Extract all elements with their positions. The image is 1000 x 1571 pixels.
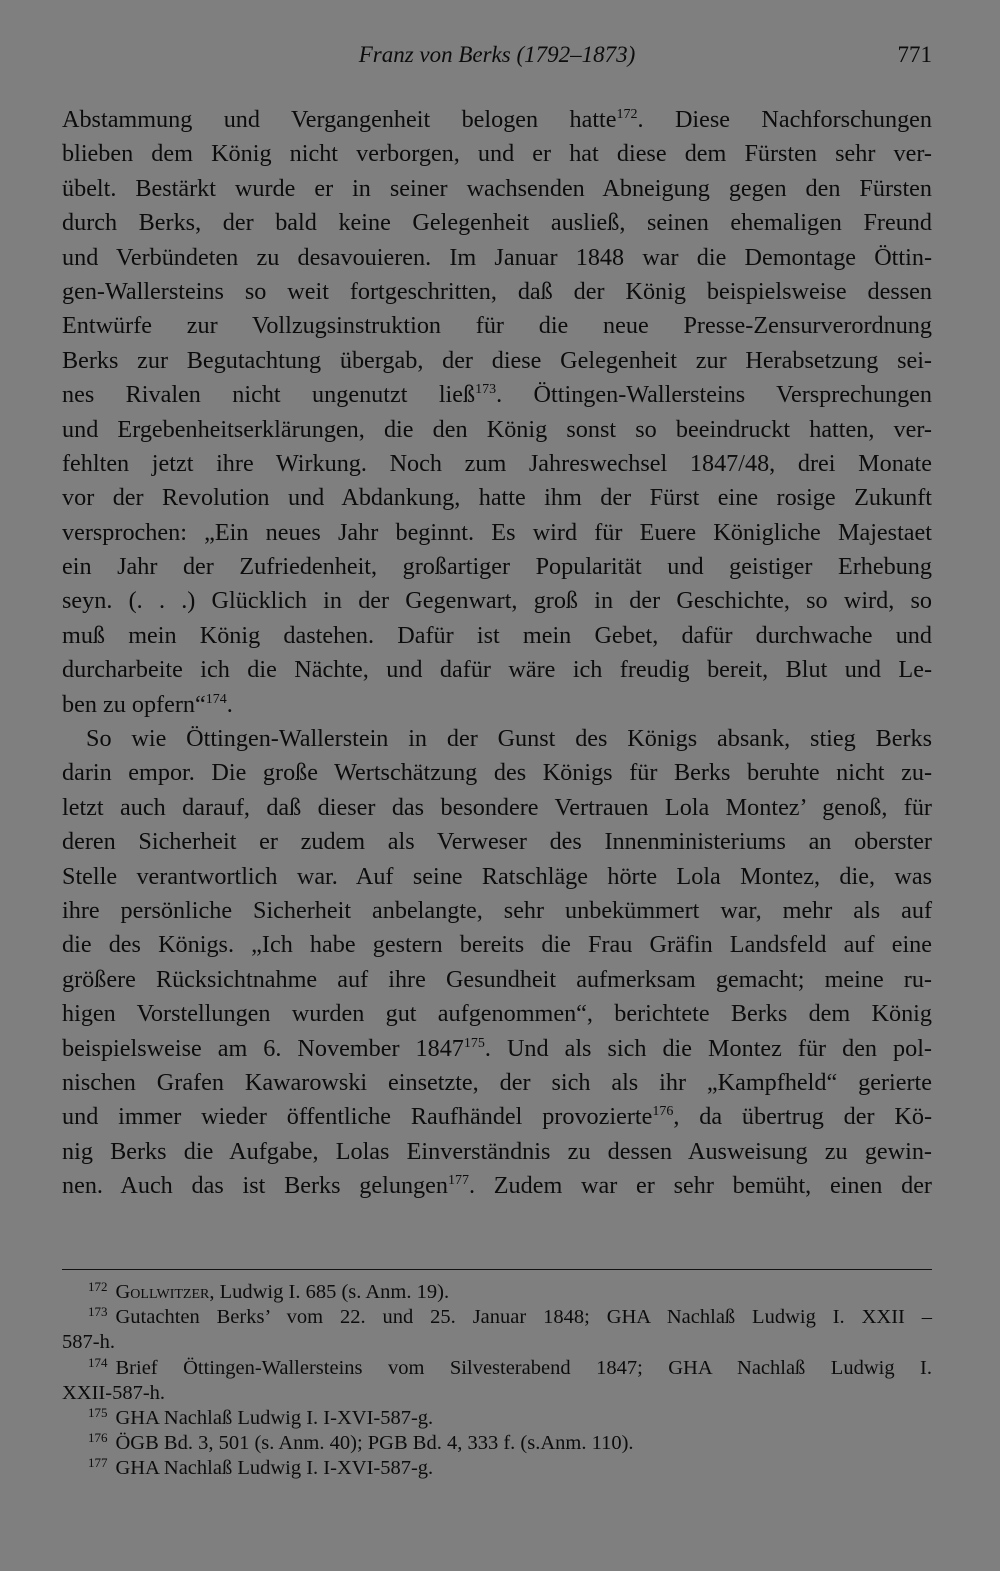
line-text: . Zudem war er sehr bemüht, einen der — [468, 1172, 932, 1200]
footnotes — [62, 1280, 932, 1482]
body-line — [62, 963, 932, 997]
footnote-line — [62, 1456, 932, 1481]
line-text: durcharbeite ich die Nächte, und dafür wäre ich freudig bereit, Blut und Le- — [62, 656, 932, 684]
line-text: ben zu opfern“ — [62, 690, 206, 718]
body-line — [62, 688, 932, 722]
footnote-line — [62, 1406, 932, 1431]
line-text: Entwürfe zur Vollzugsinstruktion für die neue Presse-Zensurverordnung — [62, 312, 932, 340]
line-text: nes Rivalen nicht ungenutzt ließ — [62, 381, 476, 409]
line-text: die des Königs. „Ich habe gestern bereits die Frau Gräfin Landsfeld auf eine — [62, 931, 932, 959]
line-text: nischen Grafen Kawarowski einsetzte, der sich als ihr „Kampfheld“ gerierte — [62, 1068, 932, 1096]
line-text: . Und als sich die Montez für den pol- — [484, 1034, 932, 1062]
line-text: . Diese Nachforschungen — [637, 106, 932, 133]
footnote-number: 176 — [88, 1430, 108, 1446]
line-text: und Verbündeten zu desavouieren. Im Januar 1848 war die Demontage Öttin- — [62, 243, 932, 271]
line-text: darin empor. Die große Wertschätzung des Königs für Berks beruhte nicht zu- — [62, 759, 932, 787]
line-text: blieben dem König nicht verborgen, und er hat diese dem Fürsten sehr ver- — [62, 140, 932, 168]
line-text: seyn. (. . .) Glücklich in der Gegenwart, groß in der Geschichte, so wird, so — [62, 587, 932, 615]
line-text: beispielsweise am 6. November 1847 — [62, 1034, 464, 1062]
footnote-number: 174 — [88, 1354, 108, 1370]
body-line — [62, 1066, 932, 1100]
footnote-ref: 177 — [447, 1173, 469, 1189]
line-text: deren Sicherheit er zudem als Verweser des Innenministeriums an oberster — [62, 828, 932, 856]
line-text: Stelle verantwortlich war. Auf seine Ratschläge hörte Lola Montez, die, was — [62, 862, 932, 890]
body-line — [62, 137, 932, 171]
footnote-text: Gutachten Berks’ vom 22. und 25. Januar 1848; GHA Nachlaß Ludwig I. XXII – — [115, 1306, 932, 1329]
page-number: 771 — [897, 42, 932, 67]
body-line — [62, 344, 932, 378]
line-text: vor der Revolution und Abdankung, hatte ihm der Fürst eine rosige Zukunft — [62, 484, 932, 512]
footnote-ref: 175 — [463, 1035, 485, 1051]
body-line — [62, 860, 932, 894]
line-text: nen. Auch das ist Berks gelungen — [62, 1172, 448, 1200]
body-line — [62, 103, 932, 137]
footnote-text: GHA Nachlaß Ludwig I. I-XVI-587-g. — [115, 1406, 434, 1429]
body-line — [62, 825, 932, 859]
footnote-ref: 174 — [205, 691, 227, 707]
footnote-text: ÖGB Bd. 3, 501 (s. Anm. 40); PGB Bd. 4, 333 f. (s.Anm. 110). — [115, 1432, 634, 1455]
body-line — [62, 378, 932, 412]
line-text: nig Berks die Aufgabe, Lolas Einverständnis zu dessen Ausweisung zu gewin- — [62, 1137, 932, 1165]
footnote-text: 587-h. — [62, 1331, 115, 1354]
body-line — [62, 584, 932, 618]
body-line — [62, 619, 932, 653]
line-text: fehlten jetzt ihre Wirkung. Noch zum Jahreswechsel 1847/48, drei Monate — [62, 449, 932, 477]
line-text: und immer wieder öffentliche Raufhändel provozierte — [62, 1103, 653, 1131]
line-text: versprochen: „Ein neues Jahr beginnt. Es wird für Euere Königliche Majestaet — [62, 518, 932, 546]
body-line — [62, 1100, 932, 1134]
footnote-number: 177 — [88, 1455, 108, 1471]
footnote-text: GHA Nachlaß Ludwig I. I-XVI-587-g. — [115, 1457, 434, 1480]
body-line — [62, 516, 932, 550]
body-line — [62, 413, 932, 447]
footnote-line — [62, 1305, 932, 1330]
line-text: . — [226, 690, 233, 718]
footnote-number: 172 — [88, 1279, 108, 1294]
body-line — [62, 756, 932, 790]
footnote-line — [62, 1356, 932, 1381]
line-text: übelt. Bestärkt wurde er in seiner wachsenden Abneigung gegen den Fürsten — [62, 174, 932, 202]
footnote-number: 173 — [88, 1304, 108, 1320]
body-line — [62, 447, 932, 481]
body-line — [62, 928, 932, 962]
line-text: . Öttingen-Wallersteins Versprechungen — [496, 381, 932, 409]
body-line — [62, 172, 932, 206]
footnote-ref: 172 — [616, 107, 638, 122]
line-text: letzt auch darauf, daß dieser das besondere Vertrauen Lola Montez’ genoß, für — [62, 793, 932, 821]
footnote-number: 175 — [88, 1404, 108, 1420]
footnote-ref: 176 — [652, 1104, 674, 1120]
line-text: größere Rücksichtnahme auf ihre Gesundheit aufmerksam gemacht; meine ru- — [62, 965, 932, 993]
body-line — [62, 1032, 932, 1066]
footnote-text: XXII-587-h. — [62, 1381, 166, 1404]
running-title: Franz von Berks (1792–1873) — [358, 42, 636, 67]
body-line — [62, 1169, 932, 1203]
line-text: ein Jahr der Zufriedenheit, großartiger Popularität und geistiger Erhebung — [62, 553, 932, 581]
body-line — [62, 275, 932, 309]
body-line — [62, 894, 932, 928]
body-text — [62, 103, 932, 1204]
line-text: higen Vorstellungen wurden gut aufgenommen“, berichtete Berks dem König — [62, 1000, 932, 1028]
line-text: Abstammung und Vergangenheit belogen hatte — [62, 106, 617, 133]
footnote-text: , Ludwig I. 685 (s. Anm. 19). — [209, 1281, 450, 1303]
footnote-text: Brief Öttingen-Wallersteins vom Silvesterabend 1847; GHA Nachlaß Ludwig I. — [115, 1356, 932, 1379]
running-header — [62, 42, 932, 76]
body-line — [62, 481, 932, 515]
body-line — [62, 241, 932, 275]
line-text: , da übertrug der Kö- — [673, 1103, 932, 1131]
body-line — [62, 997, 932, 1031]
line-text: durch Berks, der bald keine Gelegenheit ausließ, seinen ehemaligen Freund — [62, 209, 932, 237]
footnote-line — [62, 1330, 932, 1355]
body-line — [62, 550, 932, 584]
footnote-line — [62, 1381, 932, 1406]
footnote-ref: 173 — [475, 382, 497, 398]
line-text: muß mein König dastehen. Dafür ist mein Gebet, dafür durchwache und — [62, 621, 932, 649]
body-line — [62, 653, 932, 687]
body-line — [62, 1135, 932, 1169]
body-line — [62, 206, 932, 240]
line-text: und Ergebenheitserklärungen, die den König sonst so beeindruckt hatten, ver- — [62, 415, 932, 443]
author-name: Gollwitzer — [115, 1281, 210, 1303]
body-line — [62, 791, 932, 825]
body-line — [62, 722, 932, 756]
footnote-line — [62, 1280, 932, 1305]
body-line — [62, 309, 932, 343]
line-text: Berks zur Begutachtung übergab, der diese Gelegenheit zur Herabsetzung sei- — [62, 346, 932, 374]
footnote-rule — [62, 1269, 932, 1270]
line-text: So wie Öttingen-Wallerstein in der Gunst des Königs absank, stieg Berks — [86, 725, 932, 753]
footnote-line — [62, 1431, 932, 1456]
line-text: gen-Wallersteins so weit fortgeschritten, daß der König beispielsweise dessen — [62, 277, 932, 305]
line-text: ihre persönliche Sicherheit anbelangte, sehr unbekümmert war, mehr als auf — [62, 896, 932, 924]
